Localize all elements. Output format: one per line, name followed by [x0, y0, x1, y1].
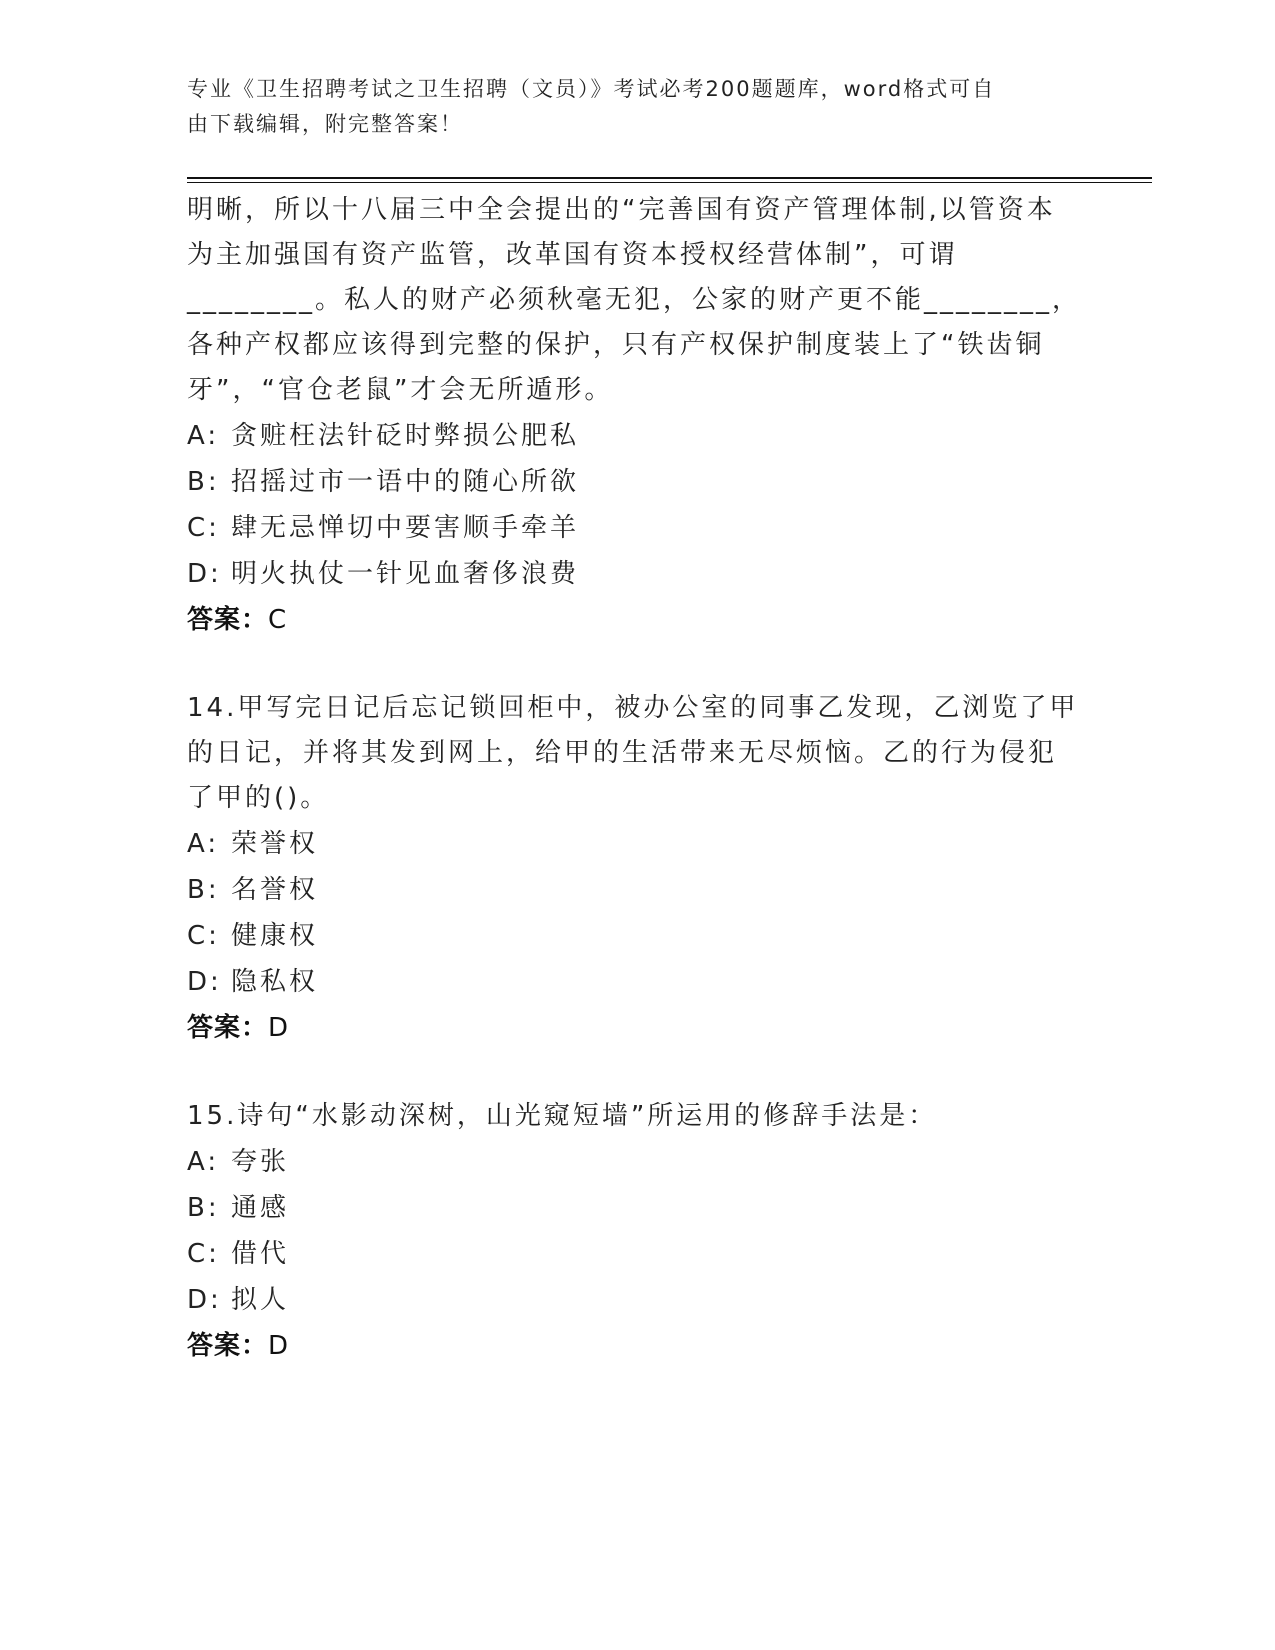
answer-label: 答案：	[187, 1331, 269, 1361]
document-body	[187, 188, 1087, 1369]
question-text-line: 15.诗句“水影动深树，山光窥短墙”所运用的修辞手法是：	[187, 1101, 938, 1131]
option-b: B: 名誉权	[187, 875, 319, 905]
question-14	[187, 686, 1087, 1051]
question-text-line: 为主加强国有资产监管，改革国有资本授权经营体制”，可谓	[187, 240, 958, 270]
question-text-line: 牙”，“官仓老鼠”才会无所遁形。	[187, 375, 614, 405]
option-b: B: 招摇过市一语中的随心所欲	[187, 467, 580, 497]
option-a: A: 荣誉权	[187, 829, 319, 859]
question-text-line: 各种产权都应该得到完整的保护，只有产权保护制度装上了“铁齿铜	[187, 330, 1045, 360]
question-text-line: ________。私人的财产必须秋毫无犯，公家的财产更不能________，	[187, 285, 1082, 315]
answer-label: 答案：	[187, 605, 269, 635]
answer-value: C	[268, 605, 287, 635]
question-text-line: 的日记，并将其发到网上，给甲的生活带来无尽烦恼。乙的行为侵犯	[187, 738, 1058, 768]
option-d: D: 明火执仗一针见血奢侈浪费	[187, 559, 580, 589]
answer-line	[187, 1005, 1087, 1051]
option-b: B: 通感	[187, 1193, 290, 1223]
question-text-line: 了甲的()。	[187, 783, 330, 813]
option-c: C: 肆无忌惮切中要害顺手牵羊	[187, 513, 580, 543]
header-line-2: 由下载编辑，附完整答案！	[187, 112, 463, 136]
answer-line	[187, 597, 1087, 643]
header-rule-thin	[187, 182, 1152, 183]
option-d: D: 拟人	[187, 1285, 290, 1315]
question-13-continued	[187, 188, 1087, 643]
option-a: A: 贪赃枉法针砭时弊损公肥私	[187, 421, 580, 451]
header-rule-thick	[187, 177, 1152, 179]
answer-label: 答案：	[187, 1013, 269, 1043]
header-line-1: 专业《卫生招聘考试之卫生招聘（文员）》考试必考200题题库，word格式可自	[187, 77, 996, 101]
option-c: C: 健康权	[187, 921, 319, 951]
option-c: C: 借代	[187, 1239, 290, 1269]
question-15	[187, 1094, 1087, 1369]
answer-value: D	[268, 1331, 289, 1361]
question-text-line: 明晰，所以十八届三中全会提出的“完善国有资产管理体制,以管资本	[187, 195, 1056, 225]
answer-value: D	[268, 1013, 289, 1043]
answer-line	[187, 1323, 1087, 1369]
option-a: A: 夸张	[187, 1147, 290, 1177]
question-text-line: 14.甲写完日记后忘记锁回柜中，被办公室的同事乙发现，乙浏览了甲	[187, 693, 1079, 723]
option-d: D: 隐私权	[187, 967, 319, 997]
document-header	[187, 72, 1087, 142]
